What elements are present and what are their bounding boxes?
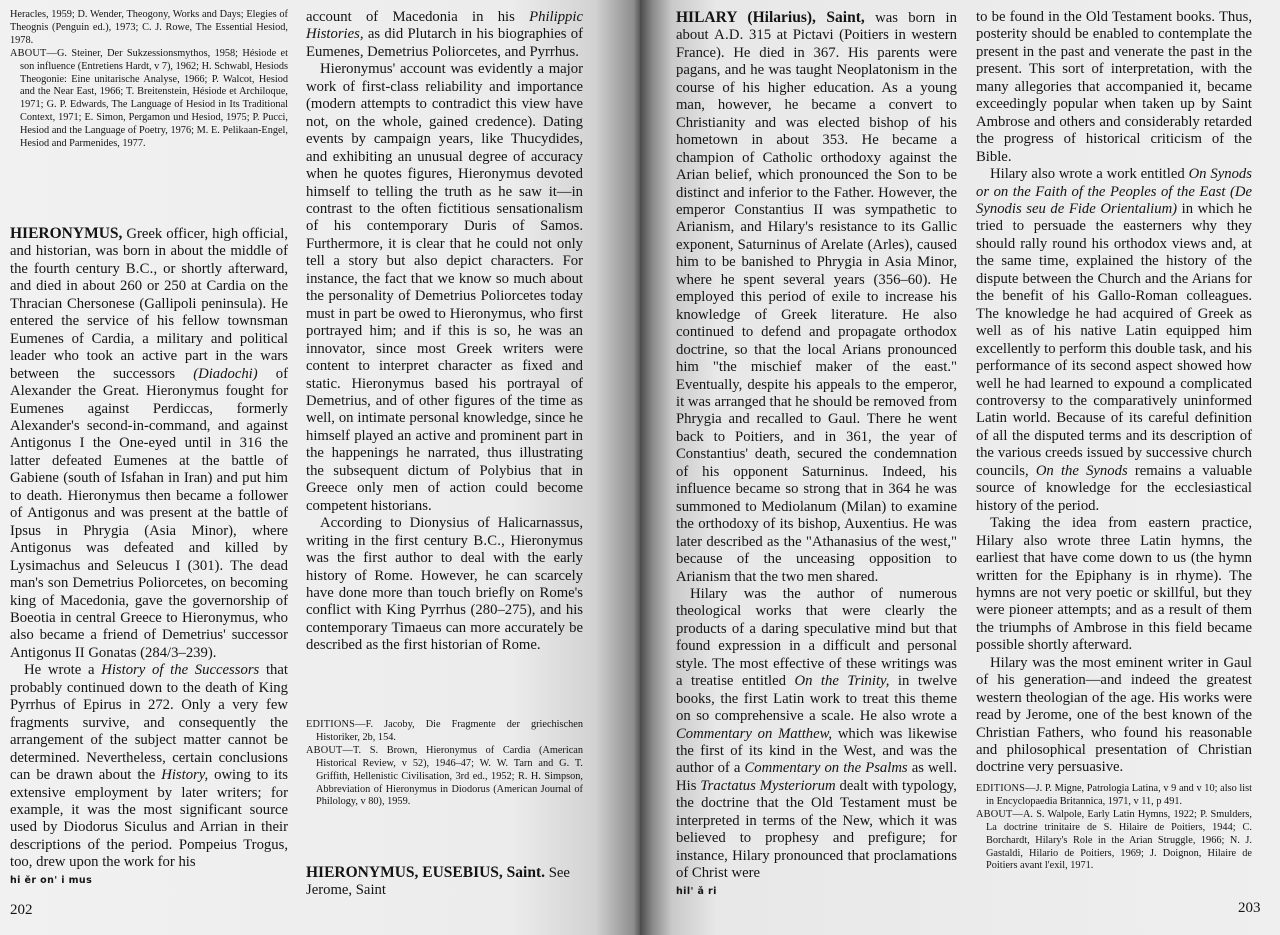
about-text: A. S. Walpole, Early Latin Hymns, 1922; P. Smulders, La doctrine trinitaire de S. Hilaire de Poitiers, 1944; C. Borchardt, Hilary's Role in the Arian Struggle, 1966; N. J. Gastaldi, Hilario de Poitiers, 1969; J. Doignon, Hilaire de Poitiers avant l'exil, 1971.: [986, 808, 1252, 872]
page-number-left: 202: [10, 902, 33, 918]
era-abbrev: B.C.: [125, 260, 154, 277]
page-number-right: 203: [1238, 900, 1261, 916]
text-span: According to Dionysius of Halicarnassus, writing in the first century: [306, 515, 583, 549]
bibliography-continued: Heracles, 1959; D. Wender, Theogony, Works and Days; Elegies of Theognis (Penguin ed.), 1973; C. J. Rowe, The Essential Hesiod, 1978.: [10, 9, 288, 46]
hieronymus-paragraph-4: Hieronymus' account was evidently a major work of first-class reliability and importance (modern attempts to contradict this view have not, on the whole, gained credence). Dating events by campaign years, like Thucydides, and exhibiting an unusual degree of accuracy when he quotes figures, Hieronymus devoted himself to telling the truth as he saw it—in contrast to the often fictitious sensationalism of his contemporary Duris of Samos. Furthermore, it is clear that he could not only tell a story but also depict characters. For instance, the fact that we know so much about the personality of Demetrius Poliorcetes today must in part be owed to Hieronymus, who first portrayed him; and if this is so, he was an innovator, since most Greek writers were content to interpret character as fixed and static. Hieronymus based his portrayal of Demetrius, and of other figures of the time as well, on intimate personal knowledge, since he himself played an active and prominent part in the happenings he narrated, thus illustrating the subsequent dictum of Polybius that in Greece only men of action could become competent historians.: [306, 61, 583, 514]
hieronymus-paragraph-5: [306, 515, 583, 655]
text-span: dealt with typology, the doctrine that the Old Testament must be interpreted in terms of the New, which it was believed to prophesy and prefigure; for instance, Hilary pronounced that proclamations of Christ were: [676, 777, 957, 882]
text-span: remains a valuable source of knowledge for the ecclesiastical history of the period.: [976, 462, 1252, 514]
text-span: was born in about: [676, 10, 957, 44]
text-span: in twelve books, the first Latin work to treat this theme on so comprehensive a scale. He also wrote a: [676, 673, 957, 725]
italic-title: Tractatus Mysteriorum: [700, 777, 836, 794]
text-span: owing to its extensive employment by later writers; for example, it was the most significant source used by Diodorus Siculus and Arrian in their descriptions of the period. Pompeius Trogus, too, drew upon the work for his: [10, 767, 288, 871]
text-span: Hilary also wrote a work entitled: [990, 166, 1189, 183]
hilary-paragraph-5: Taking the idea from eastern practice, Hilary also wrote three Latin hymns, the earliest that have come down to us (the hymn written for the Epiphany is in rhyme). The hymns are not very poetic or skillful, but they were pioneer attempts; and as a result of them the triumphs of Ambrose in this field became possible shortly afterward.: [976, 515, 1252, 654]
left-col-2: [306, 9, 583, 655]
editions-text: F. Jacoby, Die Fragmente der griechischen Historiker, 2b, 154.: [316, 719, 583, 743]
right-col-1: [676, 9, 957, 900]
left-col-2-bibliography: [306, 719, 583, 809]
text-span: that probably continued down to the death of King Pyrrhus of Epirus in 272. Only a very few fragments survive, and consequently the arrangement of the subject matter cannot be determined. Nevertheless, certain conclusions can be drawn about the: [10, 662, 289, 784]
italic-title: On Synods or on the Faith of the Peoples of the East (De Synodis seu de Fide Orientalium): [976, 166, 1252, 217]
text-span: He wrote a: [24, 662, 102, 679]
editions-text: J. P. Migne, Patrologia Latina, v 9 and v 10; also list in Encyclopaedia Britannica, 1971, v 11, p 491.: [986, 783, 1252, 807]
pronunciation-guide: hil' ǎ ri: [676, 885, 717, 897]
right-page: [640, 0, 1280, 935]
text-span: Greek officer, high official, and historian, was born in about the middle of the fourth century: [10, 226, 288, 277]
hieronymus-paragraph-1: [10, 225, 288, 662]
xref-text: See Jerome, Saint: [306, 865, 570, 899]
hilary-paragraph-1: [676, 9, 957, 586]
hilary-paragraph-4: [976, 166, 1252, 515]
text-span: 315 at Pictavi (Poitiers in western France). He died in 367. His parents were pagans, and he was taught Neoplatonism in the course of his higher education. As a young man, however, he became a convert to Christianity and was elected bishop of his hometown in about 353. He became a champion of Catholic orthodoxy against the Arian belief, which pronounced the Son to be distinct and inferior to the Father. However, the emperor Constantius II was sympathetic to Arianism, and Hilary's resistance to its Gallic exponent, Saturninus of Arelate (Arles), caused him to be banished to Phrygia in Asia Minor, where he spent several years (356–60). He employed this period of exile to increase his knowledge of Greek literature. He also continued to defend and propagate orthodox doctrine, so that the local Arians pronounced him "the mischief maker of the east." Eventually, despite his appeals to the emperor, it was arranged that he should be removed from Phrygia and recalled to Gaul. There he went back to Poitiers, and in 361, the year of Constantius' death, secured the condemnation of his opponent Saturninus. Indeed, his influence became so strong that in 364 he was summoned to Mediolanum (Milan) to examine the orthodoxy of its bishop, Auxentius. He was later described as the "Athanasius of the west," because of the unceasing opposition to Arianism that the two men shared.: [676, 27, 958, 585]
entry-headword: HIERONYMUS,: [10, 225, 123, 242]
text-span: as did Plutarch in his biographies of Eumenes, Demetrius Poliorcetes, and Pyrrhus.: [306, 26, 583, 60]
about-text: T. S. Brown, Hieronymus of Cardia (American Historical Review, v 52), 1946–47; W. W. Tarn and G. T. Griffith, Hellenistic Civilisation, 3rd ed., 1952; R. H. Simpson, Abbreviation of Hieronymus in Diodorus (American Journal of Philology, v 80), 1959.: [316, 744, 583, 808]
italic-title: Commentary on Matthew,: [676, 725, 833, 742]
editions-label: EDITIONS—: [306, 719, 366, 730]
about-label: ABOUT—: [976, 808, 1023, 820]
editions-label: EDITIONS—: [976, 783, 1036, 794]
italic-title: Philippic Histories,: [306, 9, 583, 43]
italic-title: On the Trinity,: [794, 673, 890, 690]
bibliography-about: [10, 48, 288, 151]
about-line: [306, 745, 583, 810]
editions-line: [306, 719, 583, 745]
text-span: in which he tried to persuade the easterners why they should rally round his orthodox views and, at the same time, explained the history of the dispute between the Church and the Arians for the benefit of his Gallo-Roman colleagues. The knowledge he had acquired of Greek as well as of his native Latin equipped him excellently to perform this double task, and his performance of its second aspect showed how well he had learned to expound a complicated controversy to the comparatively uninformed Latin world. Because of its careful definition of all the disputed terms and its description of the various creeds issued by successive church councils,: [976, 200, 1252, 479]
about-line: [976, 809, 1252, 874]
editions-line: [976, 783, 1252, 809]
pronunciation-guide: hi ĕr on' i mus: [10, 874, 93, 886]
hieronymus-paragraph-2: [10, 662, 288, 871]
hilary-paragraph-6: Hilary was the most eminent writer in Gaul of his generation—and indeed the greatest western theologian of the age. His works were read by Jerome, one of the best known of the Christian Fathers, who found his reasonable and philosophical presentation of Christian doctrine very persuasive.: [976, 654, 1252, 776]
left-col-1: [10, 9, 288, 151]
text-span: of Alexander the Great. Hieronymus fought for Eumenes against Perdiccas, formerly Alexander's second-in-command, and against Antigonus I the One-eyed until in 316 the latter defeated Eumenes at the battle of Gabiene (south of Isfahan in Iran) and put him to death. Hieronymus then became a follower of Antigonus and was present at the battle of Ipsus in Phrygia (Asia Minor), where Antigonus was defeated and killed by Lysimachus and Seleucus I (301). The dead man's son Demetrius Poliorcetes, on becoming king of Macedonia, gave the governorship of Boeotia in central Greece to Hieronymus, who also became a friend of Demetrius' successor Antigonus II Gonatas (284/3–239).: [10, 365, 288, 661]
text-span: Hilary was the author of numerous theological works that were clearly the products of a daring speculative mind but that found expression in a difficult and personal style. The most effective of these writings was a treatise entitled: [676, 585, 957, 690]
italic-term: (Diadochi): [193, 365, 258, 382]
about-label: ABOUT—: [10, 47, 57, 59]
italic-title: Commentary on the Psalms: [744, 760, 908, 777]
italic-title: History,: [161, 767, 209, 784]
entry-headword: HILARY (Hilarius), Saint,: [676, 9, 865, 26]
text-span: account of Macedonia in his: [306, 9, 530, 25]
text-span: which was likewise the first of its kind in the West, and was the author of a: [676, 725, 958, 777]
text-span: , or shortly afterward, and died in about 260 or 250 at Cardia on the Thracian Chersonese (Gallipoli peninsula). He entered the service of his fellow townsman Eumenes of Cardia, a military and political leader who took an active part in the wars between the successors: [10, 260, 288, 382]
italic-title: History of the Successors: [101, 662, 260, 679]
cross-reference: [306, 864, 583, 900]
right-col-2: [976, 9, 1252, 777]
text-span: as well. His: [676, 760, 957, 794]
hieronymus-paragraph-3: [306, 9, 583, 61]
about-text: G. Steiner, Der Sukzessionsmythos, 1958; Hésiode et son influence (Entretiens Hardt, v 7), 1962; H. Schwabl, Hesiods Theogonie: Eine unitarische Analyse, 1966; P. Walcot, Hesiod and the Near East, 1966; T. Breitenstein, Hésiode et Archiloque, 1971; G. P. Edwards, The Language of Hesiod in Its Traditional Context, 1971; E. Simon, Pergamon und Hesiod, 1975; P. Pucci, Hesiod and the Language of Poetry, 1976; M. E. Pelikaan-Engel, Hesiod and Parmenides, 1977.: [20, 47, 288, 150]
hilary-paragraph-3: to be found in the Old Testament books. Thus, posterity should be enabled to contemplate the present in the past and venerate the past in the present. This sort of interpretation, with the many allegories that accompanied it, became exceedingly popular when taken up by Saint Ambrose and others and considerably retarded the progress of historical criticism of the Bible.: [976, 9, 1252, 165]
hesiod-bibliography: [10, 9, 288, 151]
left-col-1-entry: [10, 225, 288, 889]
about-label: ABOUT—: [306, 744, 353, 756]
italic-title: On the Synods: [1035, 462, 1128, 479]
text-span: , Hieronymus was the first author to deal with the early history of Rome. However, he can scarcely have done more than touch briefly on Rome's conflict with King Pyrrhus (280–275), and his contemporary Timaeus can more accurately be described as the first historian of Rome.: [306, 532, 583, 654]
era-abbrev: B.C.: [473, 532, 502, 549]
hilary-paragraph-2: [676, 586, 957, 883]
era-abbrev: A.D.: [714, 27, 744, 44]
xref-headword: HIERONYMUS, EUSEBIUS, Saint.: [306, 864, 546, 881]
right-col-2-bibliography: [976, 783, 1252, 873]
